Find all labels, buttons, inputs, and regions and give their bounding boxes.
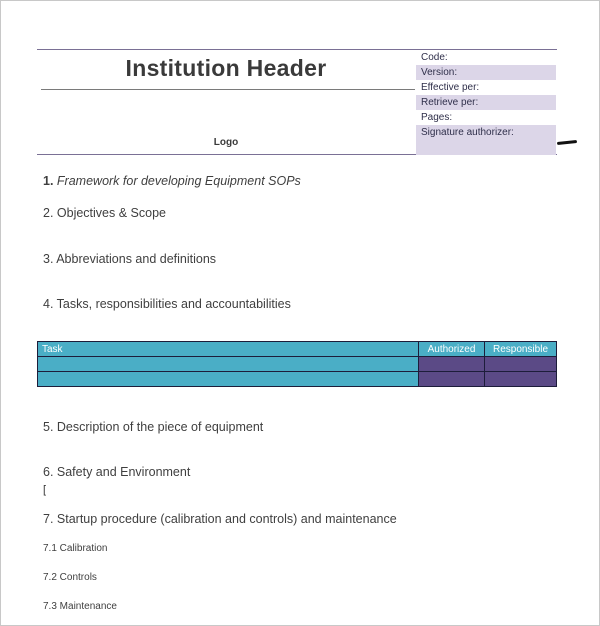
meta-effective-per: Effective per: — [421, 82, 480, 93]
table-cell-authorized[interactable] — [419, 357, 485, 372]
column-header-responsible: Responsible — [485, 342, 557, 357]
subsection-7-1: 7.1 Calibration — [43, 543, 108, 554]
table-cell-task[interactable] — [38, 357, 419, 372]
task-table — [37, 341, 557, 387]
section-5-heading: 5. Description of the piece of equipment — [43, 420, 264, 434]
section-6-heading: 6. Safety and Environment — [43, 465, 191, 479]
document-meta-block — [416, 50, 556, 155]
subsection-7-3: 7.3 Maintenance — [43, 601, 117, 612]
table-cell-authorized[interactable] — [419, 372, 485, 387]
section-1-text: Framework for developing Equipment SOPs — [56, 174, 301, 188]
column-header-task: Task — [38, 342, 419, 357]
logo-placeholder: Logo — [213, 137, 239, 148]
text-cursor-bracket: [ — [43, 484, 47, 496]
stray-pen-mark — [557, 140, 577, 145]
section-1-heading — [43, 174, 301, 188]
section-1-number: 1. — [43, 174, 54, 188]
meta-signature-authorizer: Signature authorizer: — [416, 125, 556, 155]
meta-pages: Pages: — [421, 112, 453, 123]
section-4-heading: 4. Tasks, responsibilities and accountabilities — [43, 297, 291, 311]
table-cell-task[interactable] — [38, 372, 419, 387]
meta-retrieve-per: Retrieve per: — [416, 95, 556, 110]
institution-header-title: Institution Header — [125, 55, 327, 81]
section-3-heading: 3. Abbreviations and definitions — [43, 252, 217, 266]
table-row — [38, 372, 557, 387]
section-7-heading: 7. Startup procedure (calibration and controls) and maintenance — [43, 512, 397, 526]
meta-version: Version: — [416, 65, 556, 80]
task-table-header-row — [38, 342, 557, 357]
meta-code: Code: — [421, 52, 448, 63]
column-header-authorized: Authorized — [419, 342, 485, 357]
table-row — [38, 357, 557, 372]
subsection-7-2: 7.2 Controls — [43, 572, 97, 583]
table-cell-responsible[interactable] — [485, 357, 557, 372]
table-cell-responsible[interactable] — [485, 372, 557, 387]
section-2-heading: 2. Objectives & Scope — [43, 206, 166, 220]
header-title-rule — [41, 89, 415, 90]
